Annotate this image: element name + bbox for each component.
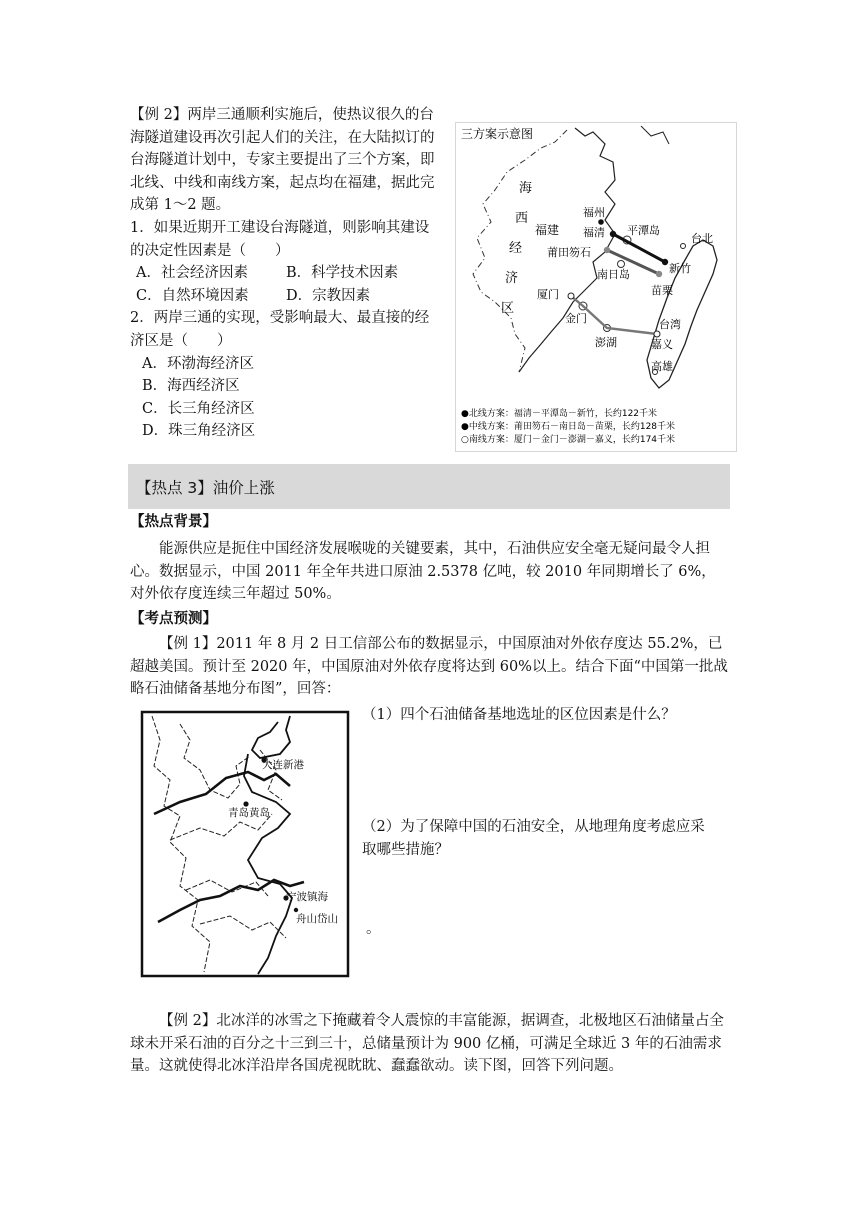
fuqing-point xyxy=(610,231,616,237)
q1-option-row xyxy=(130,262,435,285)
label-gaoxiong: 高雄 xyxy=(651,360,673,373)
label-nanri: 南日岛 xyxy=(597,268,630,281)
label-pingtan: 平潭岛 xyxy=(627,224,660,237)
forecast-q2 xyxy=(362,816,705,861)
qingdao-point xyxy=(243,801,248,806)
label-dalian: 大连新港 xyxy=(262,759,304,771)
label-taibei: 台北 xyxy=(691,232,713,245)
miaoli-point xyxy=(656,271,662,277)
label-fuqing: 福清 xyxy=(583,226,605,239)
example2-intro xyxy=(130,104,435,443)
region-char: 济 xyxy=(505,271,519,286)
taibei-point xyxy=(681,244,686,249)
forecast-heading: 【考点预测】 xyxy=(130,611,217,627)
label-fujian: 福建 xyxy=(535,223,560,237)
legend-south: ○南线方案：厦门－金门－澎湖－嘉义，长约174千米 xyxy=(461,435,676,445)
label-jiayi: 嘉义 xyxy=(651,338,673,351)
legend-middle: ●中线方案：莆田笏石－南日岛－苗栗，长约128千米 xyxy=(461,422,676,432)
q2-option-a: A．环渤海经济区 xyxy=(142,355,254,372)
legend-north: ●北线方案：福清－平潭岛－新竹，长约122千米 xyxy=(461,409,658,419)
region-char: 西 xyxy=(515,211,529,226)
q1-option-b: B．科学技术因素 xyxy=(286,265,399,282)
zhoushan-point xyxy=(294,908,298,912)
background-paragraph: 能源供应是扼住中国经济发展喉咙的关键要素，其中，石油供应安全毫无疑问最令人担心。数据显示，中国 2011 年全年共进口原油 2.5378 亿吨，较 2010 年同期增长了 6%，对外依存度连续三年超过 50%。 xyxy=(130,541,716,603)
putian-point xyxy=(604,247,610,253)
q1-option-c: C．自然环境因素 xyxy=(136,287,249,304)
label-zhoushan: 舟山岱山 xyxy=(296,913,338,925)
q2-option-d: D．珠三角经济区 xyxy=(142,423,256,440)
label-jinmen: 金门 xyxy=(565,312,587,325)
q1-option-a: A．社会经济因素 xyxy=(136,265,248,282)
example2b-paragraph: 【例 2】北冰洋的冰雪之下掩藏着令人震惊的丰富能源，据调查，北极地区石油储量占全球未开采石油的百分之十三到三十，总储量预计为 900 亿桶，可满足全球近 3 年的石油需求量。这就使得北冰洋沿岸各国虎视眈眈、蠢蠢欲动。读下图，回答下列问题。 xyxy=(130,1013,724,1075)
xiamen-point xyxy=(568,293,574,299)
banner-title: 【热点 3】油价上涨 xyxy=(136,479,275,497)
q2-line: 济区是（ ） xyxy=(130,332,232,349)
forecast-q1: （1）四个石油储备基地选址的区位因素是什么？ xyxy=(362,707,676,723)
label-qingdao: 青岛黄岛 xyxy=(228,807,270,819)
fuzhou-point xyxy=(598,219,604,225)
region-char: 海 xyxy=(519,181,533,196)
map-title: 三方案示意图 xyxy=(461,127,534,141)
q2-option-c: C．长三角经济区 xyxy=(142,400,255,417)
label-xiamen: 厦门 xyxy=(537,288,559,301)
intro-line: 北线、中线和南线方案，起点均在福建，据此完 xyxy=(130,174,435,191)
region-char: 经 xyxy=(509,241,523,256)
q1-option-d: D．宗教因素 xyxy=(286,287,371,304)
q2-line: 取哪些措施？ xyxy=(362,841,449,858)
example1-paragraph: 【例 1】2011 年 8 月 2 日工信部公布的数据显示，中国原油对外依存度达 55.2%，已超越美国。预计至 2020 年，中国原油对外依存度将达到 60%以上。结合下面“中国第一批战略石油储备基地分布图”，回答： xyxy=(130,636,728,698)
label-xinzhu: 新竹 xyxy=(669,262,691,275)
q1-line: 的决定性因素是（ ） xyxy=(130,242,290,259)
intro-line: 成第 1～2 题。 xyxy=(130,197,231,214)
q2-option-b: B．海西经济区 xyxy=(142,378,240,395)
oil-reserve-map xyxy=(140,710,350,978)
q1-line: 1．如果近期开工建设台海隧道，则影响其建设 xyxy=(130,219,430,236)
xinzhu-point xyxy=(662,259,668,265)
intro-line: 海隧道建设再次引起人们的关注，在大陆拟订的 xyxy=(130,129,435,146)
background-heading: 【热点背景】 xyxy=(130,514,217,530)
q2-line: 2．两岸三通的实现，受影响最大、最直接的经 xyxy=(130,310,430,327)
map-frame xyxy=(142,712,348,976)
label-fuzhou: 福州 xyxy=(583,206,605,219)
hotspot-banner xyxy=(128,464,730,509)
jiayi-point xyxy=(654,331,660,337)
tunnel-plans-map xyxy=(455,122,737,452)
label-penghu: 澎湖 xyxy=(595,336,617,349)
label-putian: 莆田笏石 xyxy=(547,246,591,259)
q1-option-row xyxy=(130,285,435,308)
label-ningbo: 宁波镇海 xyxy=(286,891,328,903)
label-miaoli: 苗栗 xyxy=(651,284,673,297)
intro-line: 台海隧道计划中，专家主要提出了三个方案，即 xyxy=(130,152,435,169)
label-taiwan: 台湾 xyxy=(659,318,681,331)
q2-line: （2）为了保障中国的石油安全，从地理角度考虑应采 xyxy=(362,819,705,835)
stray-mark: 。 xyxy=(366,921,381,937)
intro-line: 【例 2】两岸三通顺利实施后，使热议很久的台 xyxy=(130,107,434,123)
region-char: 区 xyxy=(501,301,515,316)
